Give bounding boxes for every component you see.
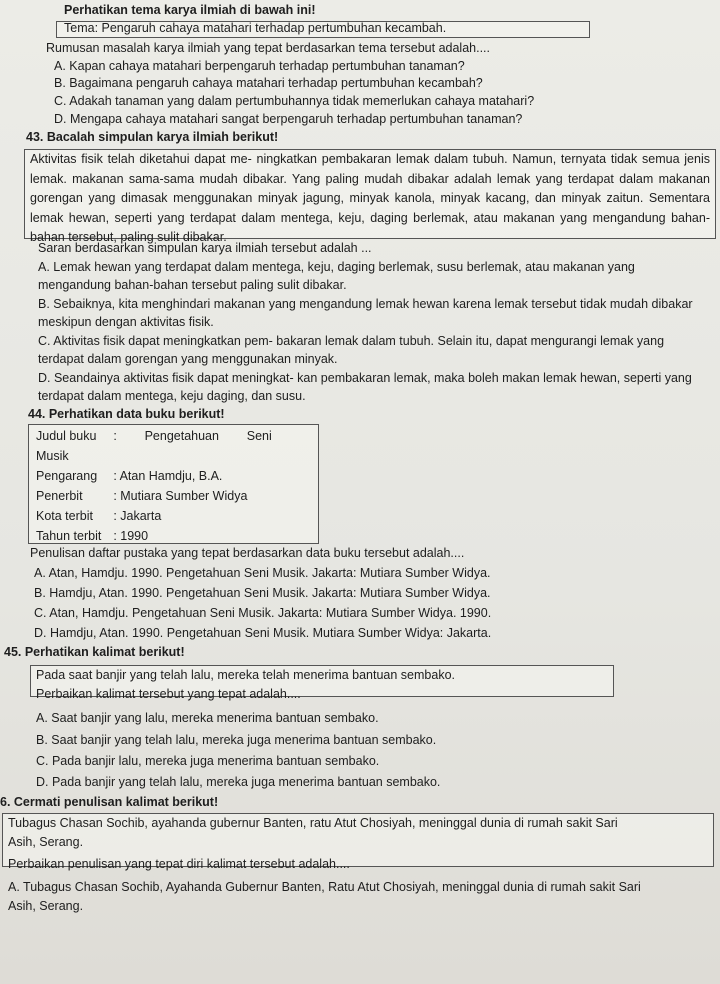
book-field-value: : 1990 bbox=[113, 529, 149, 543]
q46-sentence-line1: Tubagus Chasan Sochib, ayahanda gubernur Banten, ratu Atut Chosiyah, meninggal dunia di rumah sakit Sari bbox=[8, 816, 618, 830]
q43-option-d-line2: terdapat dalam mentega, keju daging, dan susu. bbox=[38, 389, 306, 403]
q43-option-b-line1: B. Sebaiknya, kita menghindari makanan yang mengandung lemak hewan karena lemak tersebut tidak mudah dibakar bbox=[38, 297, 693, 311]
q44-heading: 44. Perhatikan data buku berikut! bbox=[28, 407, 225, 421]
book-field-label: Judul buku bbox=[36, 429, 97, 443]
q45-question: Perbaikan kalimat tersebut yang tepat adalah.... bbox=[36, 687, 301, 701]
q42-question: Rumusan masalah karya ilmiah yang tepat berdasarkan tema tersebut adalah.... bbox=[46, 41, 490, 55]
q46-question: Perbaikan penulisan yang tepat diri kalimat tersebut adalah.... bbox=[8, 857, 350, 871]
q42-option-b: B. Bagaimana pengaruh cahaya matahari terhadap pertumbuhan kecambah? bbox=[54, 76, 483, 90]
book-field-label: Tahun terbit bbox=[36, 529, 102, 543]
q43-option-c-line2: terdapat dalam gorengan yang menggunakan minyak. bbox=[38, 352, 338, 366]
q43-option-b-line2: meskipun dengan aktivitas fisik. bbox=[38, 315, 214, 329]
q46-option-a-line1: A. Tubagus Chasan Sochib, Ayahanda Gubernur Banten, Ratu Atut Chosiyah, meninggal dunia di rumah sakit Sari bbox=[8, 880, 641, 894]
q45-heading: 45. Perhatikan kalimat berikut! bbox=[4, 645, 185, 659]
q43-passage: Aktivitas fisik telah diketahui dapat me- ningkatkan pembakaran lemak dalam tubuh. Namun, ternyata tidak semua jenis lemak. makanan sama-sama mudah dibakar. Yang paling mudah dibakar adalah lemak yang terdapat dalam makanan gorengan yang dimasak menggunakan minyak jagung, minyak kanola, minyak kacang, dan minyak zaitun. Sementara lemak hewan, seperti yang terdapat dalam mentega, keju, daging berlemak, atau makanan yang mengandung bahan-bahan tersebut, paling sulit dibakar. bbox=[30, 152, 710, 244]
q46-sentence-line2: Asih, Serang. bbox=[8, 835, 84, 849]
q42-theme: Tema: Pengaruh cahaya matahari terhadap pertumbuhan kecambah. bbox=[64, 21, 447, 35]
book-field-value: : Mutiara Sumber Widya bbox=[113, 489, 248, 503]
q43-heading: 43. Bacalah simpulan karya ilmiah berikut! bbox=[26, 130, 279, 144]
q43-question: Saran berdasarkan simpulan karya ilmiah tersebut adalah ... bbox=[38, 241, 372, 255]
q43-option-d-line1: D. Seandainya aktivitas fisik dapat meningkat- kan pembakaran lemak, maka boleh makan lemak hewan, seperti yang bbox=[38, 371, 692, 385]
q42-option-c: C. Adakah tanaman yang dalam pertumbuhannya tidak memerlukan cahaya matahari? bbox=[54, 94, 535, 108]
q46-option-a-line2: Asih, Serang. bbox=[8, 899, 84, 913]
q44-option-d: D. Hamdju, Atan. 1990. Pengetahuan Seni Musik. Mutiara Sumber Widya: Jakarta. bbox=[34, 626, 492, 640]
q44-question: Penulisan daftar pustaka yang tepat berdasarkan data buku tersebut adalah.... bbox=[30, 546, 465, 560]
q42-intro: Perhatikan tema karya ilmiah di bawah ini! bbox=[64, 3, 316, 17]
q44-option-c: C. Atan, Hamdju. Pengetahuan Seni Musik. Jakarta: Mutiara Sumber Widya. 1990. bbox=[34, 606, 492, 620]
table-row bbox=[30, 446, 278, 466]
q44-book-data-table bbox=[30, 426, 278, 546]
q45-option-b: B. Saat banjir yang telah lalu, mereka juga menerima bantuan sembako. bbox=[36, 733, 437, 747]
book-field-value bbox=[107, 446, 277, 466]
book-field-label: Pengarang bbox=[36, 469, 98, 483]
table-row bbox=[30, 426, 278, 446]
q42-option-a: A. Kapan cahaya matahari berpengaruh terhadap pertumbuhan tanaman? bbox=[54, 59, 465, 73]
q46-heading: 6. Cermati penulisan kalimat berikut! bbox=[0, 795, 219, 809]
q45-option-a: A. Saat banjir yang lalu, mereka menerima bantuan sembako. bbox=[36, 711, 379, 725]
q43-option-c-line1: C. Aktivitas fisik dapat meningkatkan pem- bakaran lemak dalam tubuh. Selain itu, dapat mengurangi lemak yang bbox=[38, 334, 665, 348]
q44-option-a: A. Atan, Hamdju. 1990. Pengetahuan Seni Musik. Jakarta: Mutiara Sumber Widya. bbox=[34, 566, 491, 580]
table-row bbox=[30, 526, 278, 546]
q45-option-c: C. Pada banjir lalu, mereka juga menerima bantuan sembako. bbox=[36, 754, 380, 768]
book-field-label: Kota terbit bbox=[36, 509, 93, 523]
q42-option-d: D. Mengapa cahaya matahari sangat berpengaruh terhadap pertumbuhan tanaman? bbox=[54, 112, 523, 126]
q43-option-a-line2: mengandung bahan-bahan tersebut paling sulit dibakar. bbox=[38, 278, 347, 292]
table-row bbox=[30, 486, 278, 506]
table-row bbox=[30, 466, 278, 486]
book-field-value: : Jakarta bbox=[113, 509, 162, 523]
book-field-label: Musik bbox=[36, 449, 69, 463]
table-row bbox=[30, 506, 278, 526]
book-field-label: Penerbit bbox=[36, 489, 83, 503]
book-field-value: : Pengetahuan Seni bbox=[113, 429, 272, 443]
q45-sentence: Pada saat banjir yang telah lalu, mereka telah menerima bantuan sembako. bbox=[36, 668, 456, 682]
q43-option-a-line1: A. Lemak hewan yang terdapat dalam mentega, keju, daging berlemak, susu berlemak, atau makanan yang bbox=[38, 260, 635, 274]
book-field-value: : Atan Hamdju, B.A. bbox=[113, 469, 223, 483]
q44-option-b: B. Hamdju, Atan. 1990. Pengetahuan Seni Musik. Jakarta: Mutiara Sumber Widya. bbox=[34, 586, 491, 600]
q45-option-d: D. Pada banjir yang telah lalu, mereka juga menerima bantuan sembako. bbox=[36, 775, 441, 789]
